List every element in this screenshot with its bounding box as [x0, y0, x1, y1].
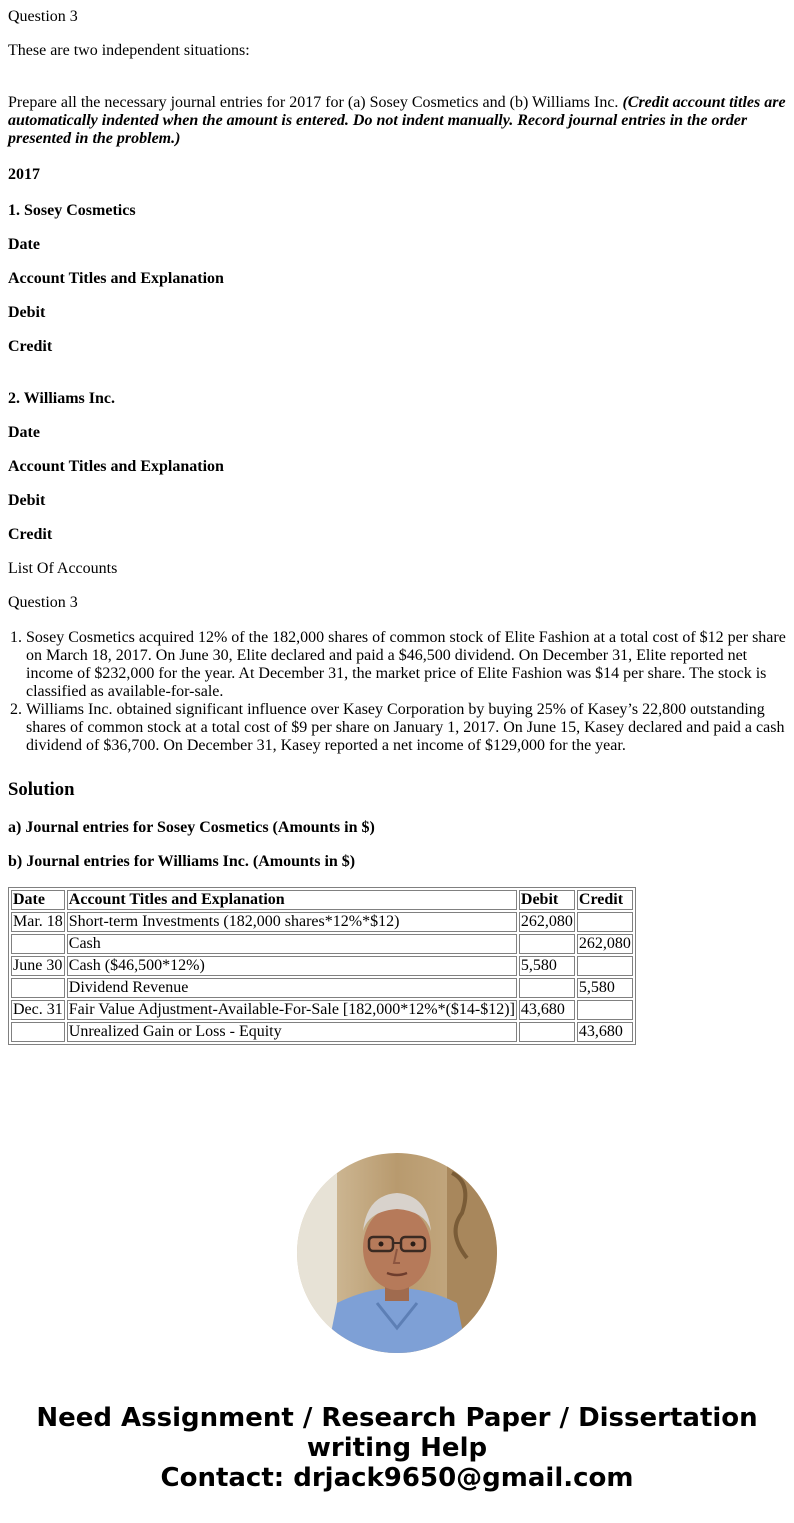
- section1-col-credit: Credit: [8, 338, 53, 355]
- cell-credit: [577, 956, 633, 976]
- problem-item-2: 2. Williams Inc. obtained significant influence over Kasey Corporation by buying 25% of Kasey’s 22,800 outstanding shares of common stock at a total cost of $9 per share on January 1, 2017. On June 15, Kasey declared and paid a cash dividend of $36,700. On December 31, Kasey reported a net income of $129,000 for the year.: [26, 701, 794, 755]
- cell-account: Unrealized Gain or Loss - Equity: [67, 1022, 517, 1042]
- section1-col-account: Account Titles and Explanation: [8, 270, 224, 287]
- solution-heading: Solution: [8, 779, 75, 800]
- solution-part-a: a) Journal entries for Sosey Cosmetics (Amounts in $): [8, 819, 375, 836]
- year-heading: 2017: [8, 166, 40, 183]
- table-row: [11, 1022, 633, 1042]
- cell-debit: [519, 1022, 575, 1042]
- header-debit: Debit: [519, 890, 575, 910]
- list-of-accounts: List Of Accounts: [8, 560, 118, 577]
- section1-col-date: Date: [8, 236, 40, 253]
- instructions: [8, 94, 788, 148]
- cell-credit: 5,580: [577, 978, 633, 998]
- cell-account: Cash: [67, 934, 517, 954]
- problem-item-1: 1. Sosey Cosmetics acquired 12% of the 182,000 shares of common stock of Elite Fashion at a total cost of $12 per share on March 18, 2017. On June 30, Elite declared and paid a $46,500 dividend. On December 31, Elite reported net income of $232,000 for the year. At December 31, the market price of Elite Fashion was $14 per share. The stock is classified as available-for-sale.: [26, 629, 794, 701]
- cell-debit: 43,680: [519, 1000, 575, 1020]
- question-label: Question 3: [8, 8, 78, 25]
- section1-title: 1. Sosey Cosmetics: [8, 202, 136, 219]
- solution-part-b: b) Journal entries for Williams Inc. (Amounts in $): [8, 853, 356, 870]
- cell-credit: [577, 1000, 633, 1020]
- cell-account: Cash ($46,500*12%): [67, 956, 517, 976]
- table-row: [11, 1000, 633, 1020]
- cell-date: June 30: [11, 956, 65, 976]
- cell-debit: 5,580: [519, 956, 575, 976]
- cell-debit: 262,080: [520, 913, 573, 930]
- author-portrait: [297, 1153, 497, 1353]
- cell-credit: 43,680: [577, 1022, 633, 1042]
- cell-date: [11, 1022, 65, 1042]
- instructions-note: (Credit account titles are automatically indented when the amount is entered. Do not indent manually. Record journal entries in the order presented in the problem.): [8, 94, 786, 147]
- section2-col-credit: Credit: [8, 526, 53, 543]
- cell-debit: [519, 978, 575, 998]
- table-row: [11, 978, 633, 998]
- table-row: [11, 956, 633, 976]
- footer-contact: Contact: drjack9650@gmail.com: [160, 1463, 634, 1493]
- header-date: Date: [11, 890, 65, 910]
- section2-col-date: Date: [8, 424, 40, 441]
- cell-date: [11, 978, 65, 998]
- journal-table: [8, 887, 636, 1045]
- table-row: [11, 934, 633, 954]
- question-label-2: Question 3: [8, 594, 78, 611]
- header-account: Account Titles and Explanation: [67, 890, 517, 910]
- cell-date: Mar. 18: [13, 913, 63, 930]
- header-credit: Credit: [577, 890, 633, 910]
- cell-account: Short-term Investments (182,000 shares*12%*$12): [67, 912, 517, 932]
- cell-credit: 262,080: [578, 935, 631, 952]
- cell-date: [11, 934, 65, 954]
- footer-banner: [0, 1403, 794, 1493]
- table-row: [11, 912, 633, 932]
- section2-col-debit: Debit: [8, 492, 46, 509]
- journal-header-row: [11, 890, 633, 910]
- cell-date: Dec. 31: [11, 1000, 65, 1020]
- footer-line-2: writing Help: [306, 1433, 488, 1463]
- cell-account: Dividend Revenue: [67, 978, 517, 998]
- section1-col-debit: Debit: [8, 304, 46, 321]
- problem-list: [8, 629, 794, 755]
- cell-credit: [577, 912, 633, 932]
- section2-title: 2. Williams Inc.: [8, 390, 115, 407]
- footer-line-1: Need Assignment / Research Paper / Dissertation: [36, 1403, 758, 1433]
- avatar: [297, 1153, 497, 1353]
- intro-text: These are two independent situations:: [8, 42, 250, 59]
- section2-col-account: Account Titles and Explanation: [8, 458, 224, 475]
- instructions-text: Prepare all the necessary journal entries for 2017 for (a) Sosey Cosmetics and (b) Williams Inc.: [8, 94, 623, 111]
- cell-debit: [519, 934, 575, 954]
- cell-account: Fair Value Adjustment-Available-For-Sale [182,000*12%*($14-$12)]: [68, 1001, 515, 1018]
